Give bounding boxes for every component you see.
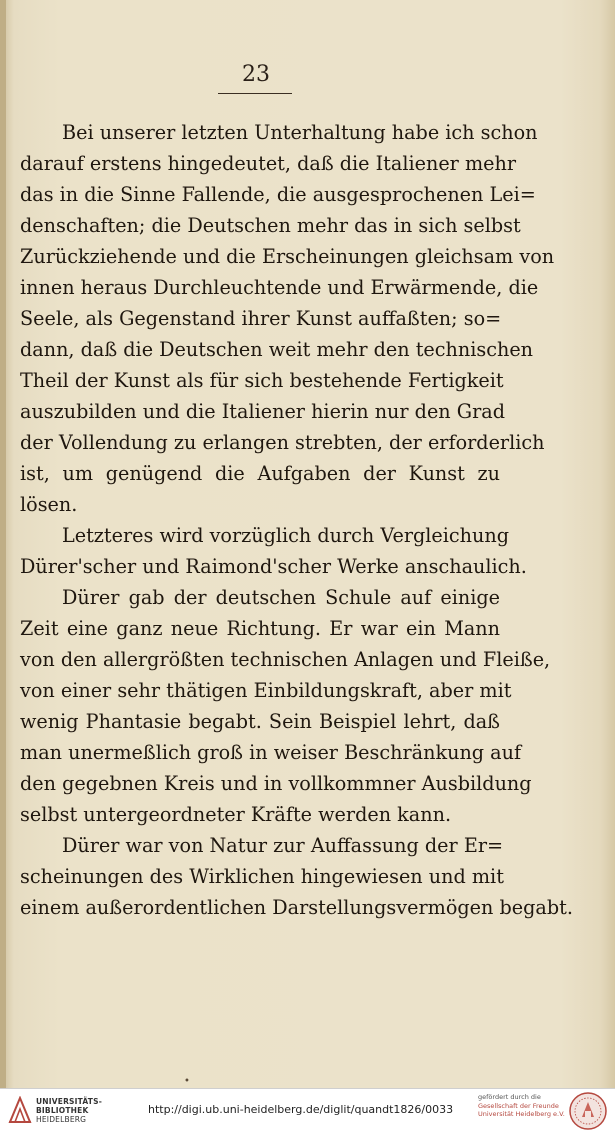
library-name-line: UNIVERSITÄTS- [36, 1097, 103, 1106]
text-line: Letzteres wird vorzüglich durch Vergleichung [62, 524, 510, 547]
library-name-line: BIBLIOTHEK [36, 1106, 89, 1115]
page-number-rule [218, 93, 292, 94]
text-line: Zurückziehende und die Erscheinungen gleichsam von [20, 245, 555, 268]
text-line: lösen. [20, 493, 78, 516]
sponsor-line: Universität Heidelberg e.V. [478, 1110, 565, 1118]
text-line: Bei unserer letzten Unterhaltung habe ich schon [62, 121, 538, 144]
text-line: Seele, als Gegenstand ihrer Kunst auffaßten; so= [20, 307, 502, 330]
text-line: den gegebnen Kreis und in vollkommner Ausbildung [20, 772, 532, 795]
digitization-footer [0, 1088, 615, 1132]
text-line: das in die Sinne Fallende, die ausgesprochenen Lei= [20, 183, 536, 206]
page-binding-edge [0, 0, 6, 1088]
text-line: von einer sehr thätigen Einbildungskraft, aber mit [20, 679, 512, 702]
text-line: ist, um genügend die Aufgaben der Kunst zu [20, 462, 500, 485]
sponsor-line: Gesellschaft der Freunde [478, 1101, 559, 1110]
text-line: einem außerordentlichen Darstellungsvermögen begabt. [20, 896, 573, 919]
text-line: von den allergrößten technischen Anlagen und Fleiße, [20, 648, 551, 671]
text-line: auszubilden und die Italiener hierin nur den Grad [20, 400, 505, 423]
text-line: wenig Phantasie begabt. Sein Beispiel lehrt, daß [20, 710, 500, 733]
page-number: 23 [242, 62, 270, 87]
permalink-url[interactable]: http://digi.ub.uni-heidelberg.de/diglit/quandt1826/0033 [148, 1103, 454, 1116]
text-line: Zeit eine ganz neue Richtung. Er war ein Mann [20, 617, 500, 640]
text-line: darauf erstens hingedeutet, daß die Italiener mehr [20, 152, 517, 175]
text-line: denschaften; die Deutschen mehr das in sich selbst [20, 214, 521, 237]
text-line: Dürer gab der deutschen Schule auf einige [62, 586, 500, 609]
text-line: innen heraus Durchleuchtende und Erwärmende, die [20, 276, 539, 299]
print-mark: • [184, 1076, 190, 1087]
text-line: scheinungen des Wirklichen hingewiesen und mit [20, 865, 504, 888]
text-line: Dürer'scher und Raimond'scher Werke anschaulich. [20, 555, 527, 578]
library-name[interactable] [36, 1097, 102, 1124]
text-line: Dürer war von Natur zur Auffassung der Er= [62, 834, 504, 857]
university-seal-icon[interactable] [568, 1091, 608, 1131]
text-line: Theil der Kunst als für sich bestehende Fertigkeit [20, 369, 504, 392]
text-line: man unermeßlich groß in weiser Beschränkung auf [20, 741, 522, 764]
sponsor-note[interactable] [478, 1093, 565, 1119]
sponsor-line: gefördert durch die [478, 1093, 541, 1101]
library-name-line: HEIDELBERG [36, 1115, 87, 1124]
text-line: selbst untergeordneter Kräfte werden kann. [20, 803, 452, 826]
text-line: dann, daß die Deutschen weit mehr den technischen [20, 338, 534, 361]
text-line: der Vollendung zu erlangen strebten, der erforderlich [20, 431, 545, 454]
university-library-logo-icon[interactable] [8, 1096, 32, 1124]
